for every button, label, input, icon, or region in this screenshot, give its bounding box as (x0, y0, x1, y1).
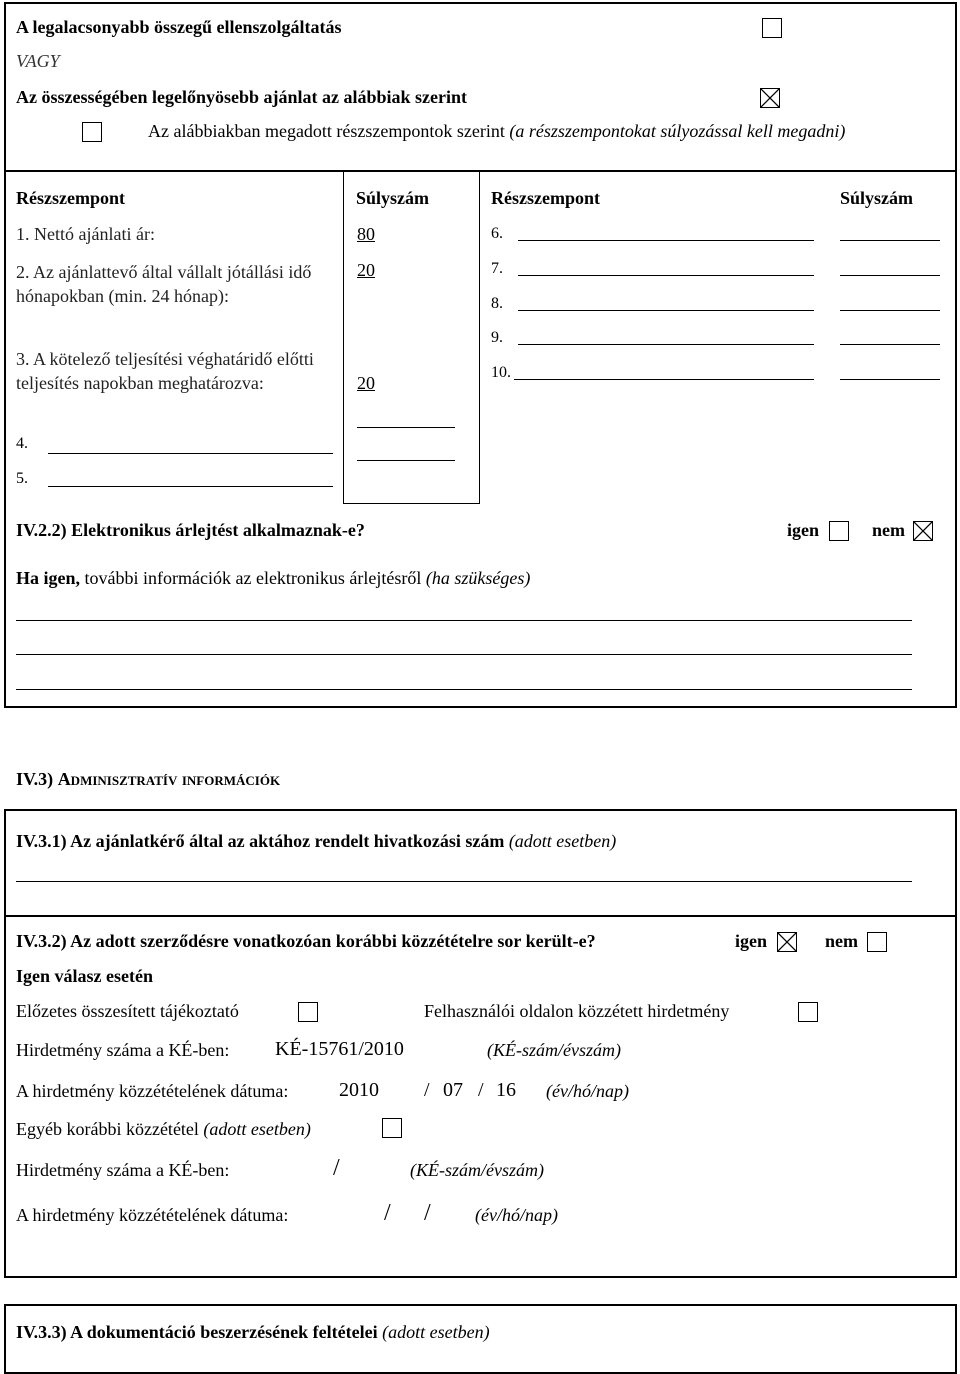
weight-2: 20 (357, 260, 375, 280)
if-yes-label: Igen válasz esetén (16, 966, 153, 986)
admin-heading (16, 769, 280, 790)
criteria-column-divider (343, 171, 344, 504)
notice-number-label: Hirdetmény száma a KÉ-ben: (16, 1040, 230, 1060)
criterion-9: 9. (491, 329, 503, 346)
auction-info-line-1[interactable] (16, 620, 912, 621)
criteria-table-bottom (343, 503, 480, 504)
publication-date-month[interactable]: 07 (443, 1079, 463, 1101)
checkbox-lowest-price[interactable] (762, 18, 782, 38)
notice-number-label-2: Hirdetmény száma a KÉ-ben: (16, 1160, 230, 1180)
header-weight: Súlyszám (356, 188, 430, 208)
checkmark-x-icon (761, 89, 779, 107)
section-divider (4, 170, 957, 172)
option-best-label: Az összességében legelőnyösebb ajánlat az alábbiak szerint (16, 87, 467, 107)
weight-4-line (357, 427, 455, 428)
checkmark-x-icon (914, 522, 932, 540)
buyer-profile-label: Felhasználói oldalon közzétett hirdetmény (424, 1001, 730, 1021)
criteria-column-divider-2 (479, 171, 480, 504)
weight-3: 20 (357, 373, 375, 393)
criterion-3: 3. A kötelező teljesítési véghatáridő előtti teljesítés napokban meghatározva: (16, 349, 314, 393)
reference-label (16, 831, 616, 852)
criterion-6-line (518, 240, 814, 241)
auction-info-line-3[interactable] (16, 689, 912, 690)
date-slash-1: / (424, 1079, 430, 1101)
auction-info-line-2[interactable] (16, 654, 912, 655)
publication-date-format-2: (év/hó/nap) (475, 1205, 558, 1225)
publication-date-label-2: A hirdetmény közzétételének dátuma: (16, 1205, 289, 1225)
checkbox-best-offer[interactable] (760, 88, 780, 108)
criterion-10-line (514, 379, 814, 380)
checkbox-auction-yes[interactable] (829, 521, 849, 541)
admin-divider (4, 915, 957, 917)
reference-text: IV.3.1) Az ajánlatkérő által az aktához rendelt hivatkozási szám (16, 831, 505, 851)
checkbox-prev-no[interactable] (867, 932, 887, 952)
publication-date-day[interactable]: 16 (496, 1079, 516, 1101)
auction-question: IV.2.2) Elektronikus árlejtést alkalmaznak-e? (16, 520, 365, 540)
criterion-2: 2. Az ajánlattevő által vállalt jótállási idő hónapokban (min. 24 hónap): (16, 262, 312, 306)
reference-note: (adott esetben) (508, 831, 617, 851)
weight-5-line (357, 460, 455, 461)
sub-criteria-note: (a részszempontokat súlyozással kell megadni) (509, 121, 846, 141)
header-criterion: Részszempont (16, 188, 125, 208)
publication-date-label: A hirdetmény közzétételének dátuma: (16, 1081, 289, 1101)
criterion-8-line (518, 310, 814, 311)
other-publication-label (16, 1119, 311, 1140)
weight-10-line (840, 379, 940, 380)
reference-line[interactable] (16, 881, 912, 882)
criterion-7-line (518, 275, 814, 276)
header-weight-2: Súlyszám (840, 188, 914, 208)
notice-number-format-2: (KÉ-szám/évszám) (410, 1160, 544, 1180)
checkbox-prev-yes[interactable] (777, 932, 797, 952)
other-publication-note: (adott esetben) (203, 1119, 311, 1139)
date-slash-2: / (478, 1079, 484, 1101)
notice-number-value[interactable]: KÉ-15761/2010 (275, 1038, 404, 1060)
weight-1: 80 (357, 224, 375, 244)
weight-6-line (840, 240, 940, 241)
admin-heading-number: IV.3) (16, 769, 54, 789)
criterion-5: 5. (16, 470, 28, 487)
checkbox-sub-criteria[interactable] (82, 122, 102, 142)
criterion-10: 10. (491, 364, 511, 381)
prev-no-label: nem (825, 931, 858, 951)
auction-info-text: további információk az elektronikus árlejtésről (84, 568, 422, 588)
checkmark-x-icon (778, 933, 796, 951)
auction-info-label (16, 568, 530, 589)
publication-date-year[interactable]: 2010 (339, 1079, 379, 1101)
date-slash-4: / (424, 1200, 431, 1226)
auction-yes-label: igen (787, 520, 820, 540)
weight-8-line (840, 310, 940, 311)
auction-info-note: (ha szükséges) (425, 568, 531, 588)
criterion-4: 4. (16, 435, 28, 452)
checkbox-prior-info[interactable] (298, 1002, 318, 1022)
sub-criteria-text: Az alábbiakban megadott részszempontok szerint (148, 121, 505, 141)
criterion-5-line (48, 486, 333, 487)
header-criterion-2: Részszempont (491, 188, 600, 208)
date-slash-3: / (384, 1200, 391, 1226)
prev-publication-question: IV.3.2) Az adott szerződésre vonatkozóan korábbi közzétételre sor került-e? (16, 931, 596, 951)
documentation-label (16, 1322, 490, 1343)
publication-date-format: (év/hó/nap) (546, 1081, 629, 1101)
notice-number-slash: / (333, 1155, 340, 1181)
checkbox-buyer-profile[interactable] (798, 1002, 818, 1022)
sub-criteria-label (148, 121, 845, 142)
prev-yes-label: igen (735, 931, 768, 951)
or-label: VAGY (16, 51, 60, 71)
auction-info-bold: Ha igen, (16, 568, 81, 588)
criterion-8: 8. (491, 295, 503, 312)
checkbox-auction-no[interactable] (913, 521, 933, 541)
admin-heading-title: Adminisztratív információk (57, 769, 281, 789)
weight-9-line (840, 344, 940, 345)
auction-no-label: nem (872, 520, 905, 540)
checkbox-other-publication[interactable] (382, 1118, 402, 1138)
criterion-7: 7. (491, 260, 503, 277)
criterion-4-line (48, 453, 333, 454)
criterion-1: 1. Nettó ajánlati ár: (16, 224, 155, 244)
criterion-9-line (518, 344, 814, 345)
notice-number-format: (KÉ-szám/évszám) (487, 1040, 621, 1060)
criterion-6: 6. (491, 225, 503, 242)
option-lowest-label: A legalacsonyabb összegű ellenszolgáltatás (16, 17, 342, 37)
other-publication-text: Egyéb korábbi közzététel (16, 1119, 199, 1139)
documentation-text: IV.3.3) A dokumentáció beszerzésének feltételei (16, 1322, 378, 1342)
documentation-note: (adott esetben) (382, 1322, 490, 1342)
prior-info-label: Előzetes összesített tájékoztató (16, 1001, 239, 1021)
weight-7-line (840, 275, 940, 276)
